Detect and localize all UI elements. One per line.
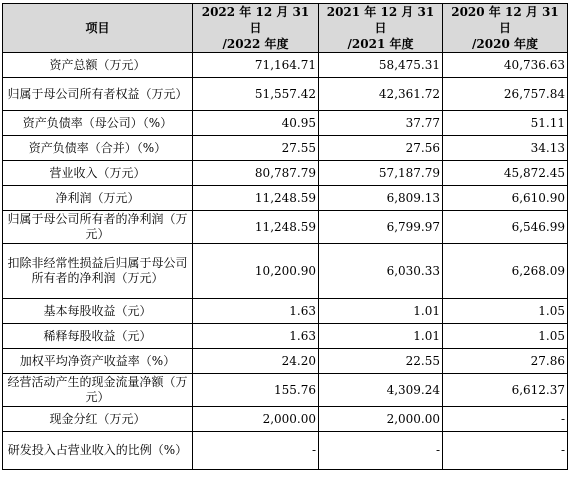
value-2021: 37.77 <box>319 111 443 136</box>
value-2020: 26,757.84 <box>443 78 568 111</box>
header-item-label: 项目 <box>85 21 110 35</box>
row-label: 净利润（万元） <box>3 186 193 211</box>
value-2021: 4,309.24 <box>319 374 443 407</box>
value-2022: 11,248.59 <box>193 211 319 244</box>
row-label: 资产负债率（合并）（%） <box>3 136 193 161</box>
header-2021 <box>319 4 443 53</box>
row-label: 营业收入（万元） <box>3 161 193 186</box>
value-2022: 1.63 <box>193 299 319 324</box>
value-2021: 1.01 <box>319 299 443 324</box>
header-2020 <box>443 4 568 53</box>
value-2022: 1.63 <box>193 324 319 349</box>
value-2020: 1.05 <box>443 324 568 349</box>
table-row <box>3 78 568 111</box>
row-label: 基本每股收益（元） <box>3 299 193 324</box>
value-2020: - <box>443 432 568 470</box>
row-label: 现金分红（万元） <box>3 407 193 432</box>
table-row <box>3 374 568 407</box>
row-label: 加权平均净资产收益率（%） <box>3 349 193 374</box>
value-2021: 42,361.72 <box>319 78 443 111</box>
row-label: 资产总额（万元） <box>3 53 193 78</box>
value-2022: 155.76 <box>193 374 319 407</box>
header-2020-date: 2020 年 12 月 31 日 <box>451 5 559 35</box>
value-2021: 2,000.00 <box>319 407 443 432</box>
table-row <box>3 161 568 186</box>
table-row <box>3 136 568 161</box>
value-2020: 51.11 <box>443 111 568 136</box>
row-label: 归属于母公司所有者权益（万元） <box>3 78 193 111</box>
value-2020: 40,736.63 <box>443 53 568 78</box>
value-2022: - <box>193 432 319 470</box>
header-2022-year: /2022 年度 <box>222 37 289 51</box>
row-label: 归属于母公司所有者的净利润（万元） <box>3 211 193 244</box>
value-2021: 58,475.31 <box>319 53 443 78</box>
value-2020: 6,612.37 <box>443 374 568 407</box>
table-row <box>3 211 568 244</box>
value-2022: 51,557.42 <box>193 78 319 111</box>
table-row <box>3 432 568 470</box>
value-2020: 45,872.45 <box>443 161 568 186</box>
header-2022-date: 2022 年 12 月 31 日 <box>201 5 310 35</box>
value-2022: 2,000.00 <box>193 407 319 432</box>
value-2021: - <box>319 432 443 470</box>
row-label: 扣除非经常性损益后归属于母公司所有者的净利润（万元） <box>3 244 193 299</box>
value-2021: 1.01 <box>319 324 443 349</box>
table-body <box>3 53 568 470</box>
header-2022 <box>193 4 319 53</box>
value-2022: 71,164.71 <box>193 53 319 78</box>
header-2021-year: /2021 年度 <box>347 37 414 51</box>
value-2021: 6,809.13 <box>319 186 443 211</box>
header-2020-year: /2020 年度 <box>472 37 538 51</box>
row-label: 研发投入占营业收入的比例（%） <box>3 432 193 470</box>
table-row <box>3 53 568 78</box>
table-row <box>3 324 568 349</box>
value-2022: 27.55 <box>193 136 319 161</box>
value-2020: 27.86 <box>443 349 568 374</box>
value-2022: 24.20 <box>193 349 319 374</box>
row-label: 稀释每股收益（元） <box>3 324 193 349</box>
financial-table-container <box>2 3 568 470</box>
value-2020: 6,546.99 <box>443 211 568 244</box>
table-row <box>3 299 568 324</box>
table-header <box>3 4 568 53</box>
header-2021-date: 2021 年 12 月 31 日 <box>326 5 435 35</box>
value-2020: 1.05 <box>443 299 568 324</box>
value-2020: 6,268.09 <box>443 244 568 299</box>
header-row <box>3 4 568 53</box>
financial-summary-table <box>2 3 568 470</box>
value-2021: 6,799.97 <box>319 211 443 244</box>
table-row <box>3 111 568 136</box>
value-2021: 27.56 <box>319 136 443 161</box>
table-row <box>3 186 568 211</box>
value-2022: 40.95 <box>193 111 319 136</box>
value-2021: 57,187.79 <box>319 161 443 186</box>
row-label: 经营活动产生的现金流量净额（万元） <box>3 374 193 407</box>
value-2022: 10,200.90 <box>193 244 319 299</box>
value-2020: 34.13 <box>443 136 568 161</box>
value-2022: 80,787.79 <box>193 161 319 186</box>
value-2020: - <box>443 407 568 432</box>
value-2022: 11,248.59 <box>193 186 319 211</box>
row-label: 资产负债率（母公司）（%） <box>3 111 193 136</box>
value-2021: 6,030.33 <box>319 244 443 299</box>
table-row <box>3 244 568 299</box>
table-row <box>3 349 568 374</box>
table-row <box>3 407 568 432</box>
value-2021: 22.55 <box>319 349 443 374</box>
header-item <box>3 4 193 53</box>
value-2020: 6,610.90 <box>443 186 568 211</box>
